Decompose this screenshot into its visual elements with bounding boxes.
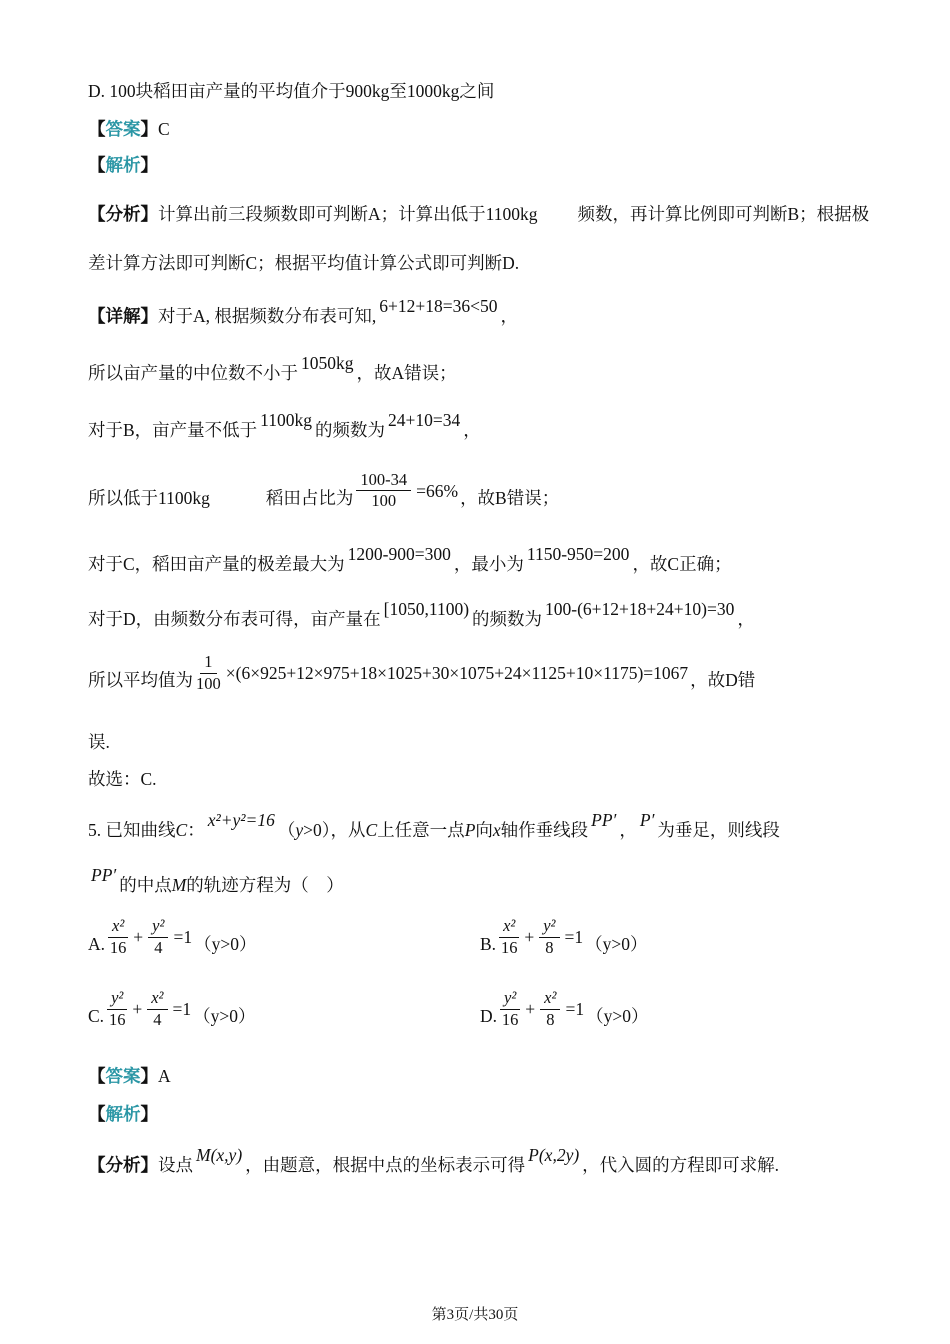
xiangjie-line-1 [88,296,872,330]
bracket-left: 【 [88,1104,106,1125]
fraction-numerator: x² [540,988,560,1010]
inline-formula: 24+10=34 [388,410,461,430]
solution-text: 所以低于1100kg [88,488,210,508]
plus-sign: + [132,999,143,1020]
option-b [480,916,872,967]
solution-line-a [88,353,872,387]
inline-formula: PP′ [91,865,117,886]
jiexi-line-q5 [88,1101,872,1128]
fraction [356,470,411,512]
option-d-text [88,78,872,105]
fraction-denominator: 16 [108,1009,126,1029]
bracket-left: 【 [88,1066,106,1087]
question-text: ， [619,820,637,841]
fraction-denominator: 100 [196,673,221,693]
question-text: 为垂足，则线段 [657,820,780,841]
solution-line-b2 [88,469,872,521]
solution-text: ，故C正确； [632,554,732,575]
equals-one: =1 [173,927,193,948]
solution-text: 对于A, 根据频数分布表可知, [158,306,377,326]
answer-label: 答案 [105,119,141,139]
jiexi-label: 解析 [105,1104,141,1125]
question-text: 轴作垂线段 [500,820,589,841]
bracket-right: 】 [140,204,158,224]
solution-text: ， [463,420,481,440]
bracket-right: 】 [140,1066,158,1087]
bracket-left: 【 [88,155,106,175]
answer-value-q4: C [158,119,170,139]
bracket-right: 】 [140,306,158,326]
bracket-right: 】 [140,1104,158,1125]
math-var: y [295,820,304,841]
math-var: C [175,820,188,841]
fraction-numerator: x² [147,988,167,1010]
option-c [88,988,480,1039]
options-row-1 [88,916,872,967]
answer-label: 答案 [105,1066,141,1087]
bracket-right: 】 [140,1155,158,1176]
fenxi-line-q4-2 [88,250,872,277]
fenxi-line-q4-1 [88,201,872,228]
solution-text: 所以亩产量的中位数不小于 [88,363,298,383]
inline-formula: [1050,1100) [383,599,470,620]
fraction-numerator: y² [500,988,520,1010]
inline-formula: 1150-950=200 [526,544,630,565]
solution-text: ， [737,609,755,630]
conclusion-text: 故选：C. [88,769,157,790]
plus-sign: + [524,927,535,948]
solution-line-d1 [88,599,872,633]
option-condition: （y>0） [586,1006,649,1027]
solution-text: 稻田占比为 [265,488,354,508]
plus-sign: + [133,927,144,948]
question-text: ： [187,820,205,841]
jiexi-line-q4 [88,152,872,179]
inline-formula: P′ [639,810,655,831]
solution-text: 的频数为 [315,420,386,440]
inline-formula: M(x,y) [196,1145,243,1166]
question-5-line-1 [88,810,872,844]
inline-formula: P(x,2y) [528,1145,580,1166]
inline-formula: 1050kg [301,353,354,373]
solution-text: 所以平均值为 [88,670,193,691]
solution-line-b1 [88,410,872,444]
fraction [107,988,127,1030]
inline-formula: 1200-900=300 [347,544,451,565]
fenxi-text-b: 频数，再计算比例即可判断B；根据极 [577,204,870,224]
fraction [499,916,519,958]
option-condition: （y>0） [585,934,648,955]
conclusion-line-q4 [88,766,872,793]
fraction-denominator: 8 [546,1009,555,1029]
plus-sign: + [525,999,536,1020]
option-a [88,916,480,967]
inline-formula: x²+y²=16 [207,810,275,831]
math-var: x [492,820,501,841]
bracket-left: 【 [88,204,106,224]
fraction-numerator: x² [499,916,519,938]
solution-text: 的频数为 [472,609,543,630]
solution-text: ，故D错 [690,670,756,691]
answer-value-q5: A [158,1066,171,1087]
fraction-numerator: 100-34 [356,470,411,492]
bracket-right: 】 [140,155,158,175]
question-5-line-2 [88,865,872,899]
fenxi-text: ，由题意，根据中点的坐标表示可得 [245,1155,526,1176]
equals-one: =1 [565,999,585,1020]
solution-line-c [88,544,872,578]
fraction-denominator: 100 [371,491,397,511]
page-number-text: 第3页/共30页 [431,1307,519,1323]
math-var: P [464,820,476,841]
solution-text: 误. [88,732,110,753]
question-text: 的轨迹方程为（ ） [186,875,344,896]
solution-text: ，故A错误； [356,363,457,383]
inline-formula: PP′ [591,810,617,831]
fraction-denominator: 8 [545,937,554,957]
fraction [108,916,128,958]
question-text: >0），从 [303,820,366,841]
equals-one: =1 [564,927,584,948]
fraction [539,916,559,958]
fraction [500,988,520,1030]
solution-text: 对于D，由频数分布表可得，亩产量在 [88,609,381,630]
equals-one: =1 [172,999,192,1020]
fraction-numerator: y² [107,988,127,1010]
inline-formula: 100-(6+12+18+24+10)=30 [545,599,735,620]
solution-line-d2 [88,651,872,703]
question-text: 上任意一点 [377,820,465,841]
question-text: （ [277,820,296,841]
page-content [88,78,872,1179]
fraction-denominator: 16 [500,937,518,957]
footer-page-number [0,1303,950,1324]
fraction-denominator: 16 [109,937,127,957]
question-text: 的中点 [119,875,172,896]
fraction-numerator: x² [108,916,128,938]
option-label: A. [88,934,106,955]
solution-line-d3 [88,729,872,756]
inline-formula: 1100kg [260,410,313,430]
fraction [147,988,167,1030]
fraction-denominator: 16 [501,1009,519,1029]
solution-text: ， [500,306,518,326]
bracket-left: 【 [88,306,106,326]
solution-text: 对于C，稻田亩产量的极差最大为 [88,554,345,575]
fenxi-line-q5 [88,1145,872,1179]
option-condition: （y>0） [193,1006,256,1027]
fenxi-text-c: 差计算方法即可判断C；根据平均值计算公式即可判断D. [88,253,520,273]
option-label: D. [480,1006,498,1027]
fenxi-text-a: 计算出前三段频数即可判断A；计算出低于1100kg [158,204,538,224]
bracket-left: 【 [88,119,106,139]
fraction-numerator: y² [539,916,559,938]
math-var: M [171,875,187,896]
option-d-label: D. 100块稻田亩产量的平均值介于900kg至1000kg之间 [88,81,495,101]
answer-line-q5 [88,1063,872,1090]
fenxi-text: 设点 [158,1155,193,1176]
option-condition: （y>0） [194,934,257,955]
question-text: 5. 已知曲线 [88,820,176,841]
option-label: B. [480,934,497,955]
fraction [540,988,560,1030]
fraction-numerator: y² [148,916,168,938]
inline-formula: =66% [416,481,459,501]
fenxi-text: ，代入圆的方程即可求解. [582,1155,780,1176]
fraction-numerator: 1 [200,652,216,674]
solution-text: ，最小为 [453,554,524,575]
solution-text: 对于B，亩产量不低于 [88,420,258,440]
fraction [196,652,221,694]
fraction [148,916,168,958]
fraction-denominator: 4 [153,1009,162,1029]
options-row-2 [88,988,872,1039]
bracket-right: 】 [140,119,158,139]
answer-line-q4 [88,116,872,143]
solution-text: ，故B错误； [460,488,560,508]
fenxi-label: 分析 [105,204,141,224]
option-d [480,988,872,1039]
inline-formula: ×(6×925+12×975+18×1025+30×1075+24×1125+10×1175)=1067 [225,663,689,684]
fraction-denominator: 4 [154,937,163,957]
fenxi-label: 分析 [105,1155,141,1176]
math-var: C [365,820,378,841]
inline-formula: 6+12+18=36<50 [379,296,498,316]
jiexi-label: 解析 [105,155,141,175]
option-label: C. [88,1006,105,1027]
bracket-left: 【 [88,1155,106,1176]
xiangjie-label: 详解 [105,306,141,326]
question-text: 向 [475,820,493,841]
